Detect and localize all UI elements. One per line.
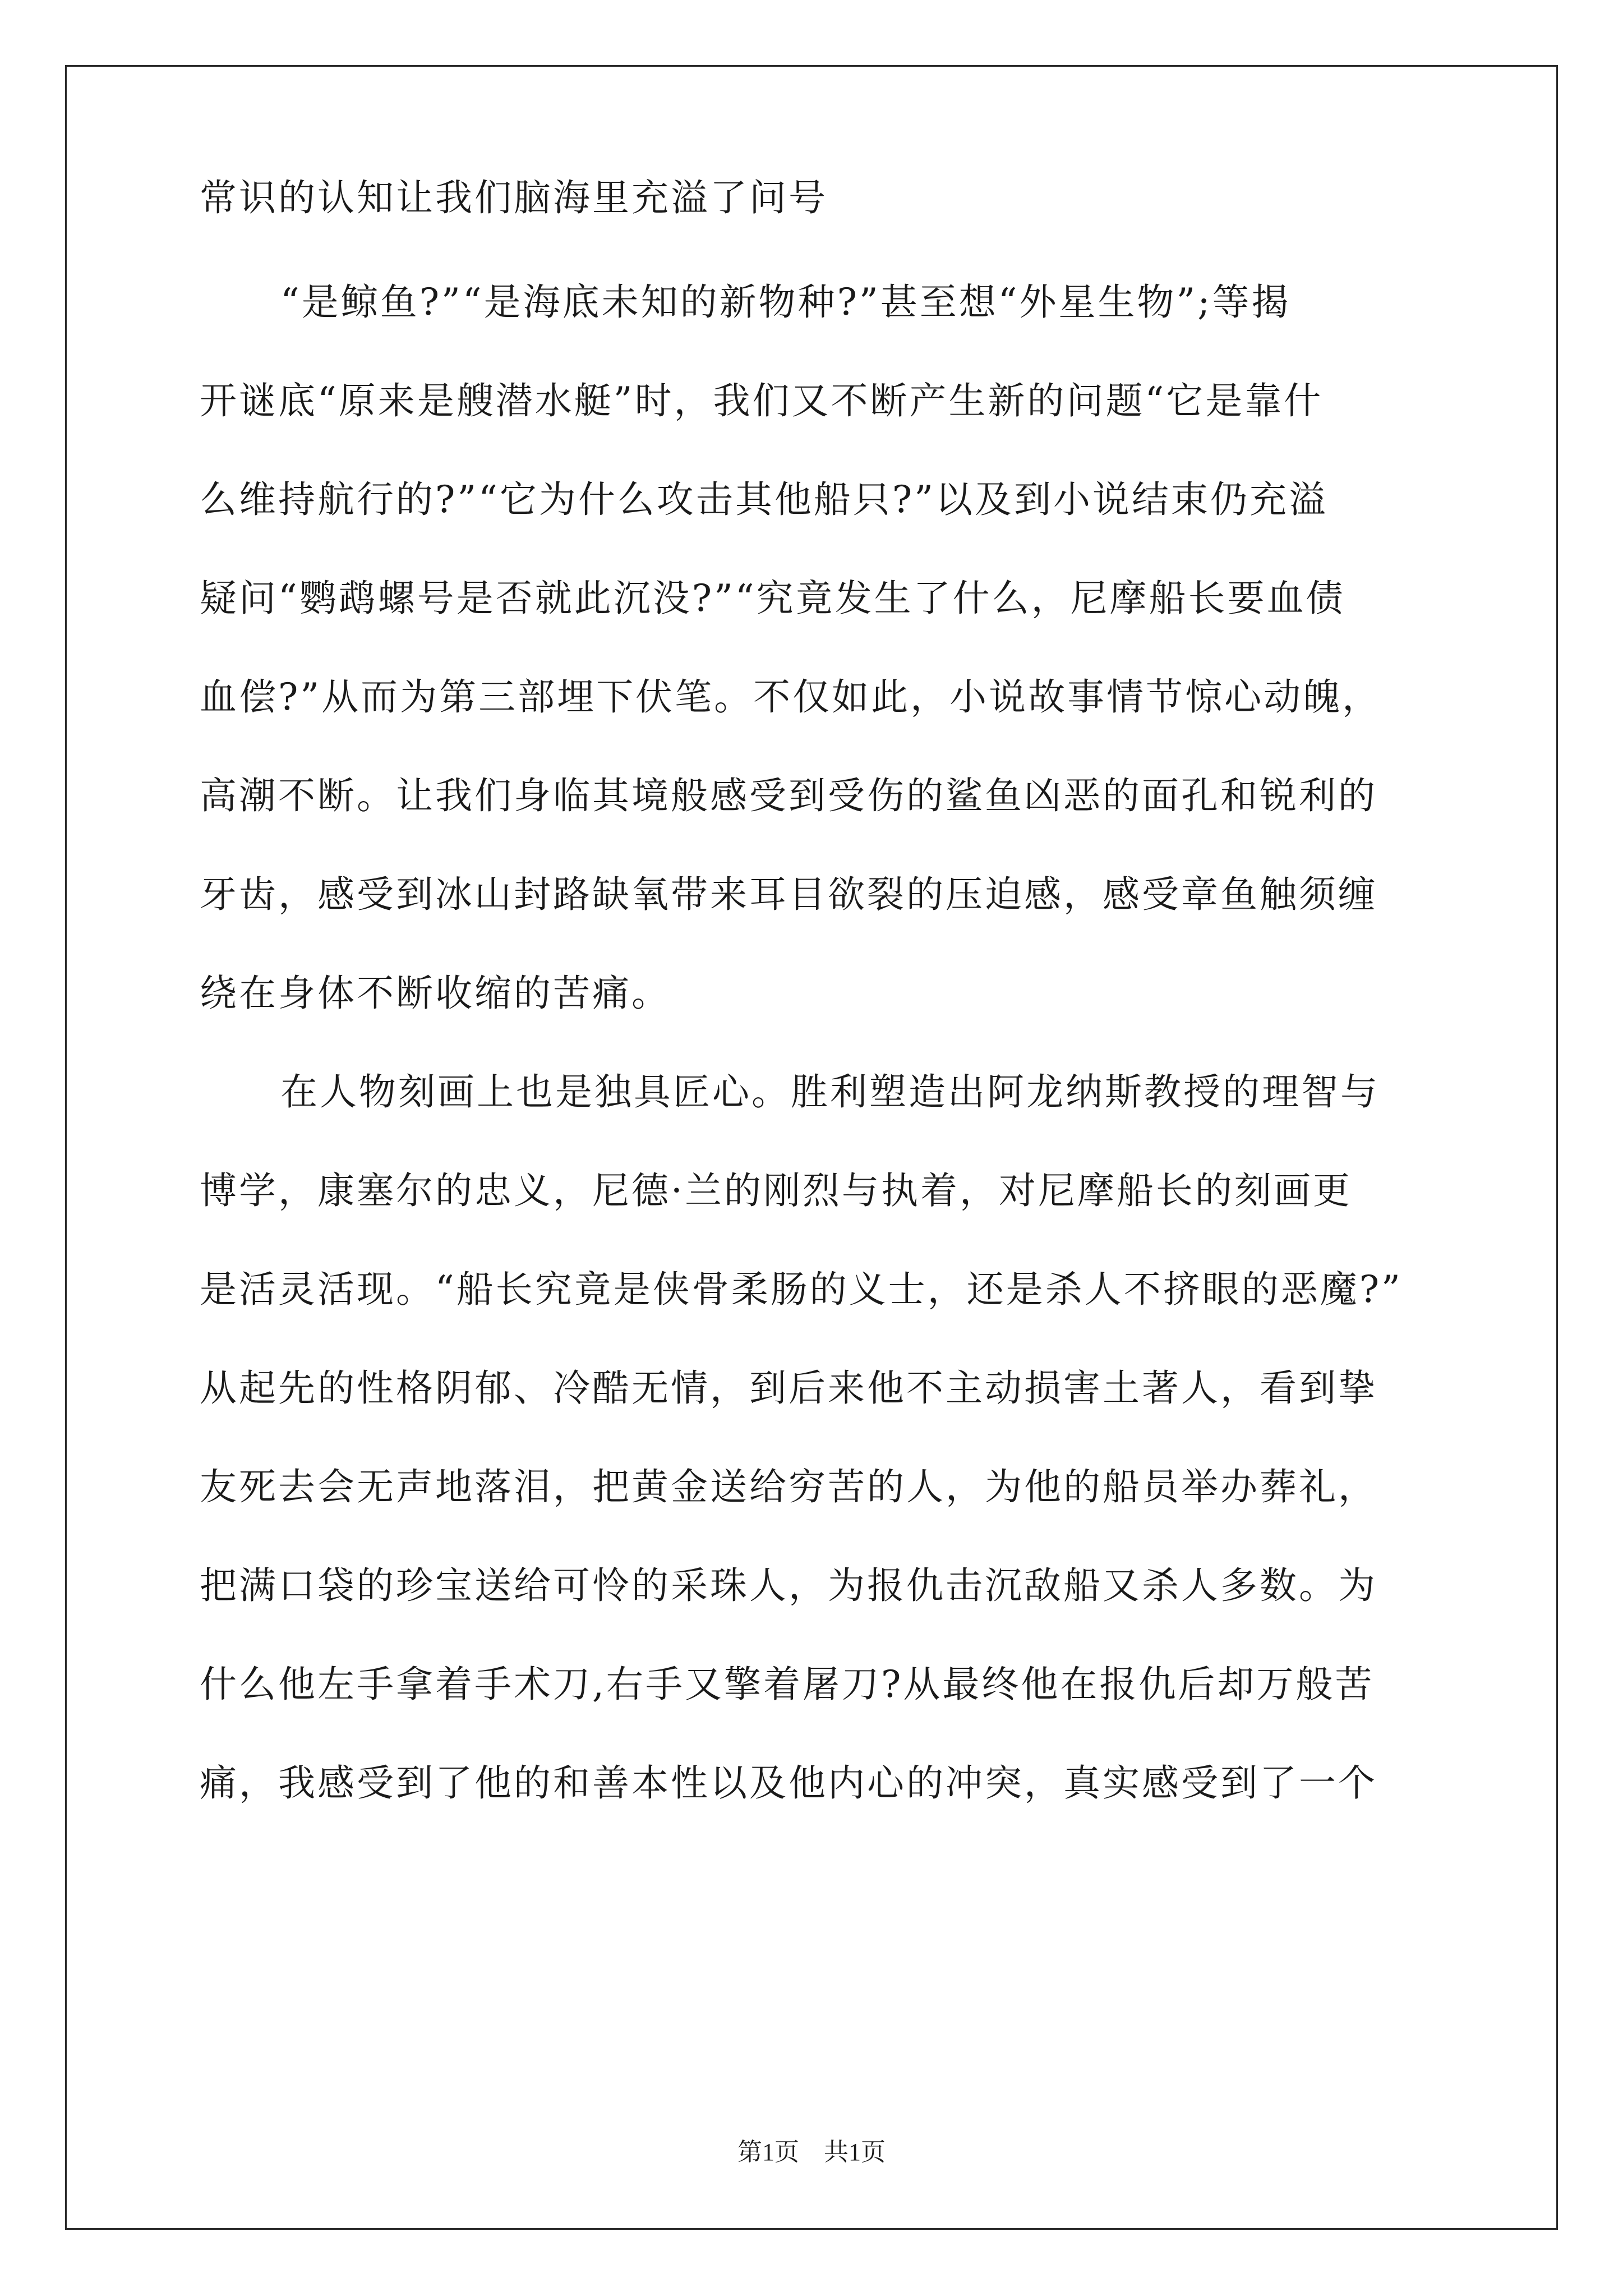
text-line-13: 从起先的性格阴郁、冷酷无情，到后来他不主动损害土著人，看到挚 <box>200 1366 1377 1410</box>
text-line-15: 把满口袋的珍宝送给可怜的采珠人，为报仇击沉敌船又杀人多数。为 <box>200 1564 1377 1607</box>
text-line-9: 绕在身体不断收缩的苦痛。 <box>200 972 671 1015</box>
text-line-1: 常识的认知让我们脑海里充溢了问号 <box>200 176 828 219</box>
text-line-12: 是活灵活现。“船长究竟是侠骨柔肠的义士，还是杀人不挤眼的恶魔?” <box>200 1268 1403 1311</box>
text-line-10: 在人物刻画上也是独具匠心。胜利塑造出阿龙纳斯教授的理智与 <box>280 1070 1380 1114</box>
text-line-14: 友死去会无声地落泪，把黄金送给穷苦的人，为他的船员举办葬礼， <box>200 1465 1377 1508</box>
text-line-8: 牙齿，感受到冰山封路缺氧带来耳目欲裂的压迫感，感受章鱼触须缠 <box>200 873 1377 916</box>
text-line-5: 疑问“鹦鹉螺号是否就此沉没?”“究竟发生了什么，尼摩船长要血债 <box>200 577 1345 620</box>
text-line-11: 博学，康塞尔的忠义，尼德·兰的刚烈与执着，对尼摩船长的刻画更 <box>200 1169 1352 1212</box>
text-line-2: “是鲸鱼?”“是海底未知的新物种?”甚至想“外星生物”;等揭 <box>280 280 1291 324</box>
text-line-17: 痛，我感受到了他的和善本性以及他内心的冲突，真实感受到了一个 <box>200 1761 1377 1805</box>
text-line-7: 高潮不断。让我们身临其境般感受到受伤的鲨鱼凶恶的面孔和锐利的 <box>200 774 1377 817</box>
text-line-4: 么维持航行的?”“它为什么攻击其他船只?”以及到小说结束仍充溢 <box>200 478 1328 521</box>
text-line-6: 血偿?”从而为第三部埋下伏笔。不仅如此，小说故事情节惊心动魄， <box>200 675 1382 719</box>
text-line-3: 开谜底“原来是艘潜水艇”时，我们又不断产生新的问题“它是靠什 <box>200 379 1324 422</box>
page-number-footer: 第1页 共1页 <box>737 2138 886 2166</box>
text-line-16: 什么他左手拿着手术刀,右手又擎着屠刀?从最终他在报仇后却万般苦 <box>200 1663 1375 1706</box>
